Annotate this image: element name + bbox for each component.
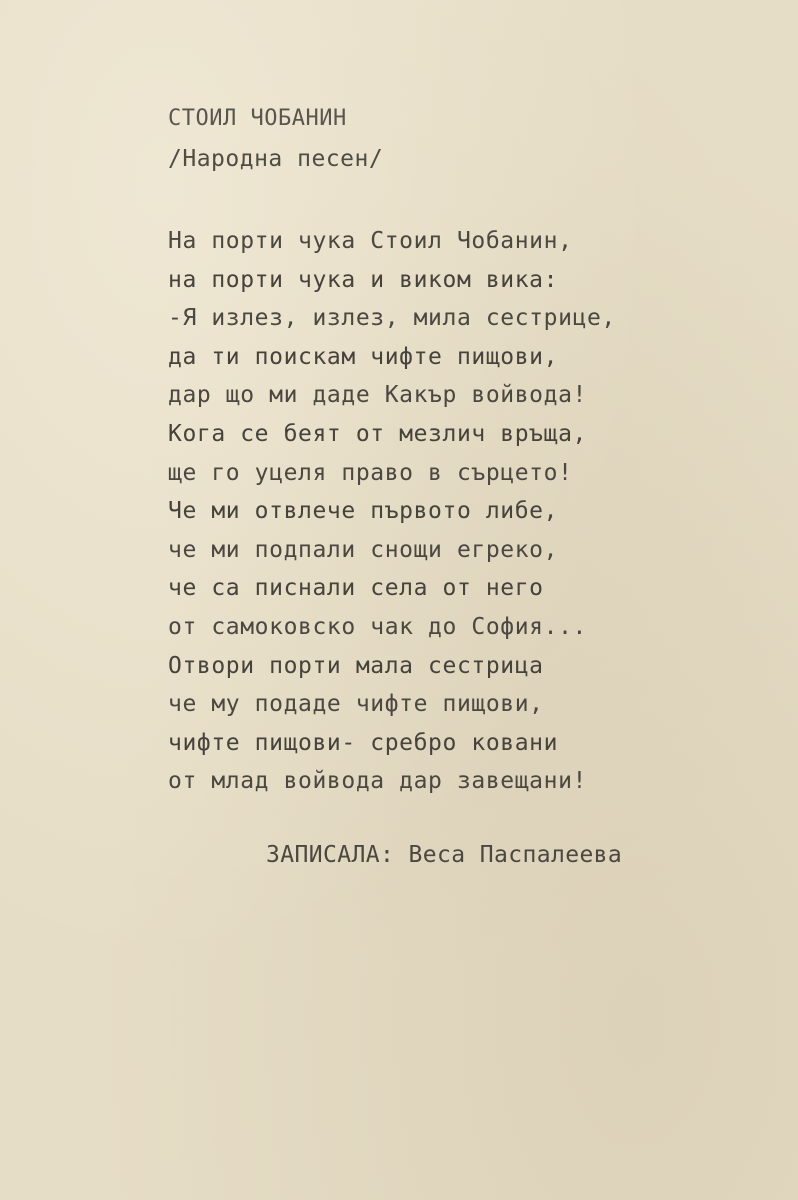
poem-line: чифте пищови- сребро ковани: [168, 729, 559, 756]
poem-line: дар що ми даде Какър войвода!: [168, 382, 587, 409]
poem-line: Отвори порти мала сестрица: [168, 652, 544, 679]
poem-line: че са писнали села от него: [168, 575, 544, 602]
poem-text: [168, 222, 616, 801]
signature-line: ЗАПИСАЛА: Веса Паспалеева: [266, 842, 623, 868]
poem-line: на порти чука и виком вика:: [168, 266, 559, 293]
poem-line: от самоковско чак до София...: [168, 613, 587, 640]
poem-line: да ти поискам чифте пищови,: [168, 343, 559, 370]
poem-title: СТОИЛ ЧОБАНИН: [168, 106, 347, 131]
poem-line: че му подаде чифте пищови,: [168, 691, 544, 718]
poem-line: от млад войвода дар завещани!: [168, 768, 587, 795]
poem-subtitle: /Народна песен/: [168, 146, 384, 172]
poem-line: На порти чука Стоил Чобанин,: [168, 228, 573, 254]
poem-line: Че ми отвлече първото либе,: [168, 498, 559, 525]
poem-line: -Я излез, излез, мила сестрице,: [168, 305, 616, 332]
poem-line: Кога се беят от мезлич връща,: [168, 420, 587, 447]
poem-line: че ми подпали снощи егреко,: [168, 536, 559, 563]
poem-line: ще го уцеля право в сърцето!: [168, 459, 573, 486]
